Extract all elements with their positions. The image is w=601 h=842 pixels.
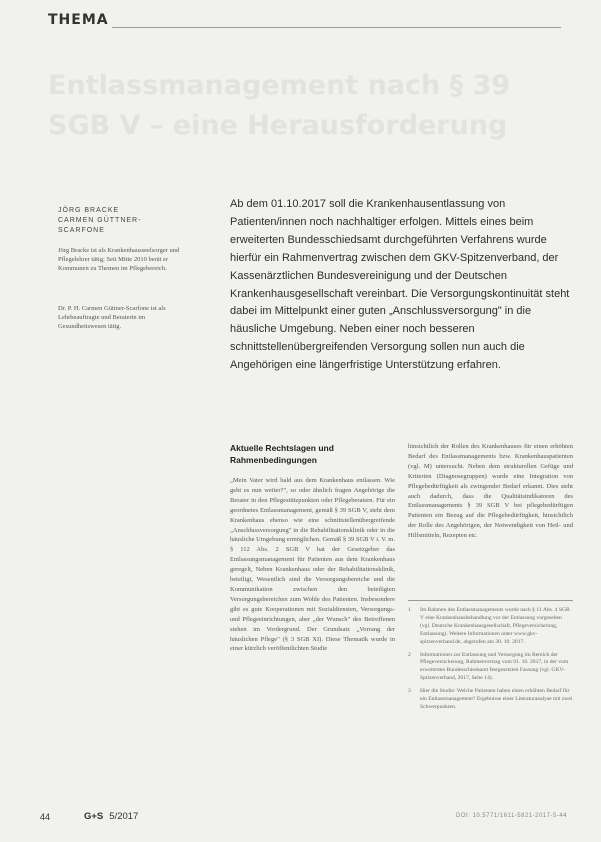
- footnote-number: 2: [408, 651, 411, 658]
- footnote-number: 1: [408, 607, 411, 613]
- author-line: SCARFONE: [58, 227, 105, 234]
- footnotes: [408, 600, 573, 717]
- body-column-left: „Mein Vater wird bald aus dem Krankenhaus entlassen. Wie geht es nun weiter?", so oder ähnlich fragen Angehörige die Berater in den Pflegestützpunkten oder Pflegeberatern. Für ein geordnetes Entlassmanagement, gemäß § 39 SGB V, steht dem Krankenhaus ebenso wie eine schnittstellenübergreifende „Anschlussversorgung" in die Rehabilitationsklinik oder in die häusliche Umgebung ermöglichen. Gemäß § 39 SGB V i. V. m. § 112 Abs. 2 SGB V hat der Gesetzgeber das Entlassungsmanagement für Patienten aus dem Krankenhaus geregelt, Neben Krankenhaus oder der Rehabilitationsklinik, beteiligt, Wesentlich sind die Versorgungsbereiche und die Kommunikation zwischen den beteiligten Versorgungsbereichen zum Wohle des Patienten. Insbesondere gibt es gute Kooperationen mit Sozialdiensten, Versorgungs- und Pflegeeinrichtungen, aber „der Wunsch" des Betroffenen stehen im Vordergrund. Der Grundsatz „Vorrang der häuslichen Pflege" (§ 3 SGB XI). Diese Thematik wurde in einer kürzlich veröffentlichten Studie: [230, 477, 395, 653]
- journal-name: G+S: [84, 811, 104, 822]
- doi-footer: DOI: 10.5771/1611-5821-2017-5-44: [456, 813, 567, 819]
- author-line: JÖRG BRACKE: [58, 207, 120, 214]
- lead-paragraph: Ab dem 01.10.2017 soll die Krankenhausentlassung von Patienten/innen noch nachhaltiger erfolgen. Mittels eines beim erweiterten Bundesschiedsamt durchgeführten Verfahrens wurde hierfür ein Rahmenvertrag zwischen dem GKV-Spitzenverband, der Kassenärztlichen Bundesvereinigung und der Deutschen Krankenhausgesellschaft vereinbart. Die Versorgungskontinuität steht dabei im Mittelpunkt einer guten „Anschlussversorgung" in die häusliche Umgebung. Neben einer noch besseren schnittstellenübergreifenden Versorgung sollen nun auch die Angehörigen eine längerfristige Unterstützung erfahren.: [230, 198, 570, 372]
- author-line: CARMEN GÜTTNER-: [58, 217, 142, 224]
- journal-issue: 5/2017: [109, 811, 139, 822]
- header-rule: [112, 27, 561, 28]
- author-bio-bracke: Jörg Bracke ist als Krankenhausseelsorger und Pflegelehrer tätig; Seit Mitte 2010 berät er Kommunen zu Themen im Pflegebereich.: [58, 247, 180, 272]
- section-heading: Aktuelle Rechtslagen und Rahmenbedingungen: [230, 443, 334, 465]
- body-column-right: hinsichtlich der Rollen des Krankenhauses für einen erhöhten Bedarf des Entlassmanagements bzw. Krankenhauspatienten (vgl. M) untersucht. Neben dem strukturellen Gefüge und Kriterien (Diagnosegruppen) wurde eine Integration von Pflegebedürftigkeit als zwingender Bedarf erkannt. Dies steht auch dadurch, dass die Qualitätsindikatoren des Entlassmanagements § 39 SGB V bei pflegebedürftigen Patienten ein Bezug auf die Pflegebedürftigkeit, hinsichtlich der Rolle des Angehörigen, der Notwendigkeit von Heil- und Hilfsmitteln, Rezepten etc.: [408, 443, 573, 540]
- footnote-number: 3: [408, 688, 411, 695]
- footnote-text: Hier die Studie: Welche Patienten haben einen erhöhten Bedarf für ein Entlassmanagement? Ergebnisse einer Literaturanalyse mit zwei Schwerpunkten.: [420, 688, 573, 710]
- page-number: 44: [40, 812, 51, 822]
- footnote: [408, 607, 573, 647]
- footnote: [408, 652, 573, 684]
- journal-footer: [84, 811, 138, 822]
- footnote: [408, 688, 573, 712]
- footnote-text: Im Rahmen des Entlassmanagements wurde nach § 11 Abs. 4 SGB V eine Krankenhausbehandlung vor der Entlassung vorgesehen (vgl. Deutsche Krankenhausgesellschaft, Pflegeversicherung, Entlassung). Weitere Informationen unter www.gkv-spitzenverband.de, abgerufen am 30. 10. 2017.: [420, 607, 570, 645]
- section-label: THEMA: [48, 12, 109, 28]
- article-title: Entlassmanagement nach § 39 SGB V – eine Herausforderung: [48, 70, 511, 141]
- footnote-text: Informationen zur Entlassung und Versorgung im Bereich der Pflegeversicherung, Rahmenvertrag vom 01. 10. 2017, in der vom erweiterten Bundesschiedsamt festgesetzten Fassung (vgl. GKV-Spitzenverband, 2017, Seite 14).: [420, 651, 569, 682]
- author-names: [58, 206, 188, 236]
- author-bio-guettner: Dr. P. H. Carmen Güttner-Scarfone ist als Lehrbeauftragte und Beraterin im Gesundheitswesen tätig.: [58, 305, 166, 330]
